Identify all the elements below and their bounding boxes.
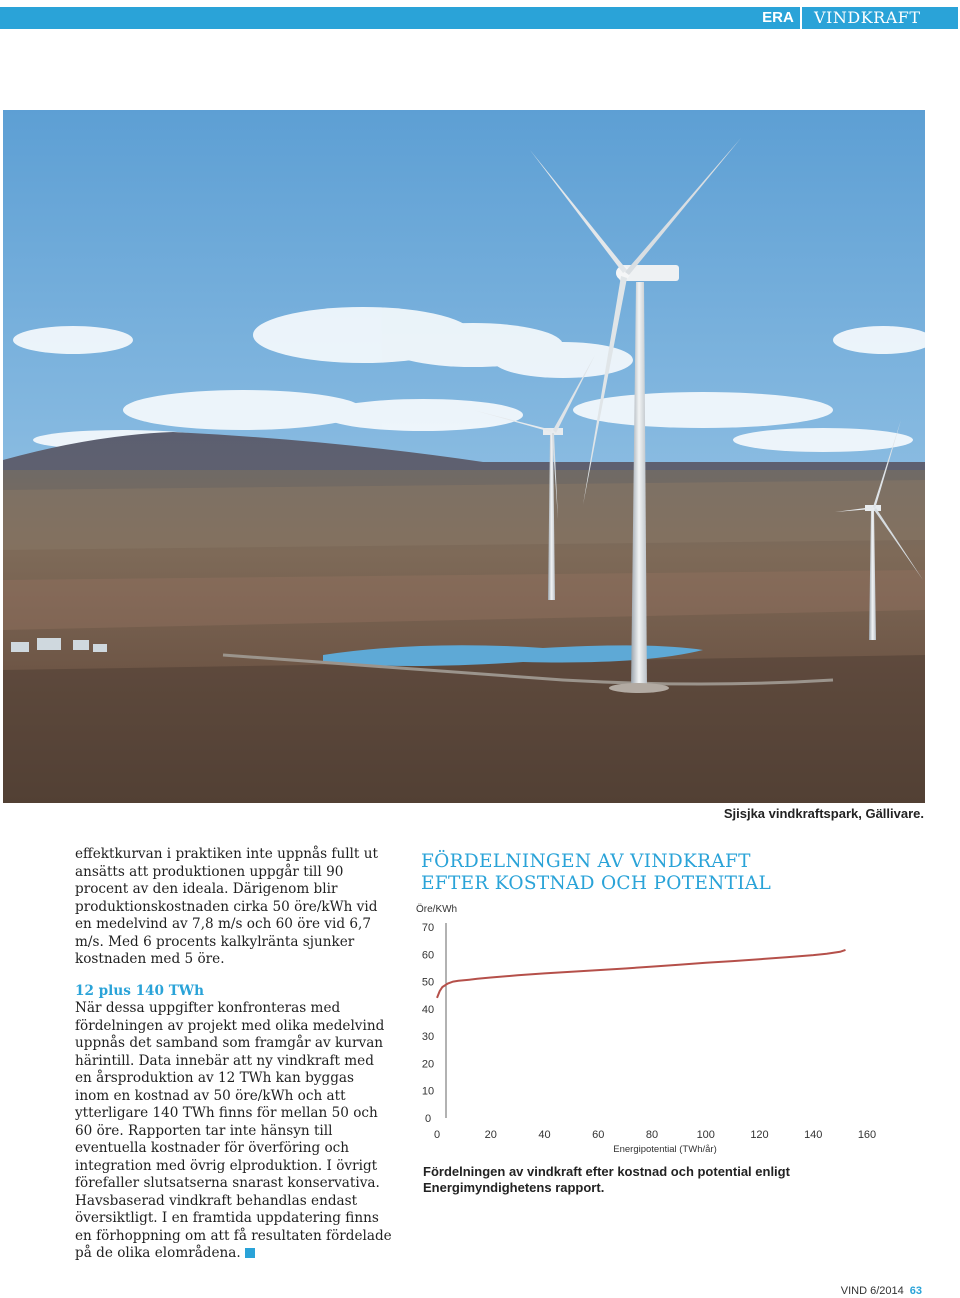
article-paragraph-1: effektkurvan i praktiken inte uppnås fullt ut ansätts att produktionen uppgår till 90 procent av den ideala. Därigenom blir produktionskostnaden cirka 50 öre/kWh vid en medelvind av 7,8 m/s och 60 öre vid 6,7 m/s. Med 6 procents kalkylränta sjunker kostnaden med 5 öre. — [75, 846, 378, 967]
y-tick-label-10: 10 — [421, 1085, 435, 1098]
x-tick-label-160: 160 — [857, 1129, 877, 1141]
y-tick-label-20: 20 — [421, 1058, 435, 1071]
y-axis-label: Öre/KWh — [416, 904, 458, 915]
y-tick-label-0: 0 — [424, 1113, 432, 1125]
x-axis-label: Energipotential (TWh/år) — [613, 1144, 717, 1155]
section-label: ERA — [756, 7, 802, 29]
issue-label: VIND 6/2014 — [840, 1285, 904, 1297]
wind-turbine-landscape-image — [3, 110, 925, 803]
header-title: VINDKRAFT — [802, 7, 958, 29]
x-tick-label-100: 100 — [696, 1129, 715, 1141]
y-tick-label-30: 30 — [421, 1031, 435, 1044]
x-tick-label-80: 80 — [645, 1129, 659, 1141]
x-tick-label-20: 20 — [484, 1129, 497, 1141]
x-tick-label-40: 40 — [538, 1129, 551, 1141]
article-subheading: 12 plus 140 TWh — [75, 982, 204, 999]
end-mark-icon — [245, 1248, 255, 1258]
article-paragraph-2 — [75, 1000, 392, 1263]
y-tick-label-60: 60 — [421, 949, 435, 962]
y-tick-label-40: 40 — [421, 1003, 435, 1016]
x-tick-label-120: 120 — [750, 1129, 769, 1141]
x-tick-label-140: 140 — [804, 1129, 823, 1141]
y-tick-label-70: 70 — [421, 922, 435, 934]
page-footer — [841, 1285, 922, 1297]
page-number: 63 — [909, 1285, 922, 1297]
wind-farm-photo — [3, 110, 925, 803]
article-paragraph-2-text: När dessa uppgifter konfronteras med fördelningen av projekt med olika medelvind uppnås det samband som framgår av kurvan härintill. Data innebär att ny vindkraft med en årsproduktion av 12 TWh kan byggas inom en kostnad av 50 öre/kWh och att ytterligare 140 TWh finns för mellan 50 och 60 öre. Rapporten tar inte hänsyn till eventuella kostnader för överföring och integration med övrig elproduktion. I övrigt förefaller slutsatserna snarast konservativa. Havsbaserad vindkraft behandlas endast översiktligt. I en framtida uppdatering finns en förhoppning om att få resultaten fördelade på de olika elområdena. — [75, 1000, 392, 1261]
chart-title — [421, 851, 861, 895]
photo-caption: Sjisjka vindkraftspark, Gällivare. — [723, 806, 924, 821]
page-header — [0, 7, 958, 29]
chart-caption: Fördelningen av vindkraft efter kostnad och potential enligt Energimyndighetens rapport. — [423, 1164, 790, 1195]
x-tick-label-60: 60 — [592, 1129, 605, 1141]
article-column — [75, 846, 392, 1263]
cost-potential-chart — [410, 898, 890, 1158]
x-tick-label-0: 0 — [433, 1129, 441, 1141]
header-bar — [0, 7, 756, 29]
chart-title-line-2: EFTER KOSTNAD OCH POTENTIAL — [421, 873, 772, 894]
chart-title-line-1: FÖRDELNINGEN AV VINDKRAFT — [421, 851, 751, 872]
y-tick-label-50: 50 — [421, 976, 435, 989]
series-line-0 — [437, 950, 846, 998]
